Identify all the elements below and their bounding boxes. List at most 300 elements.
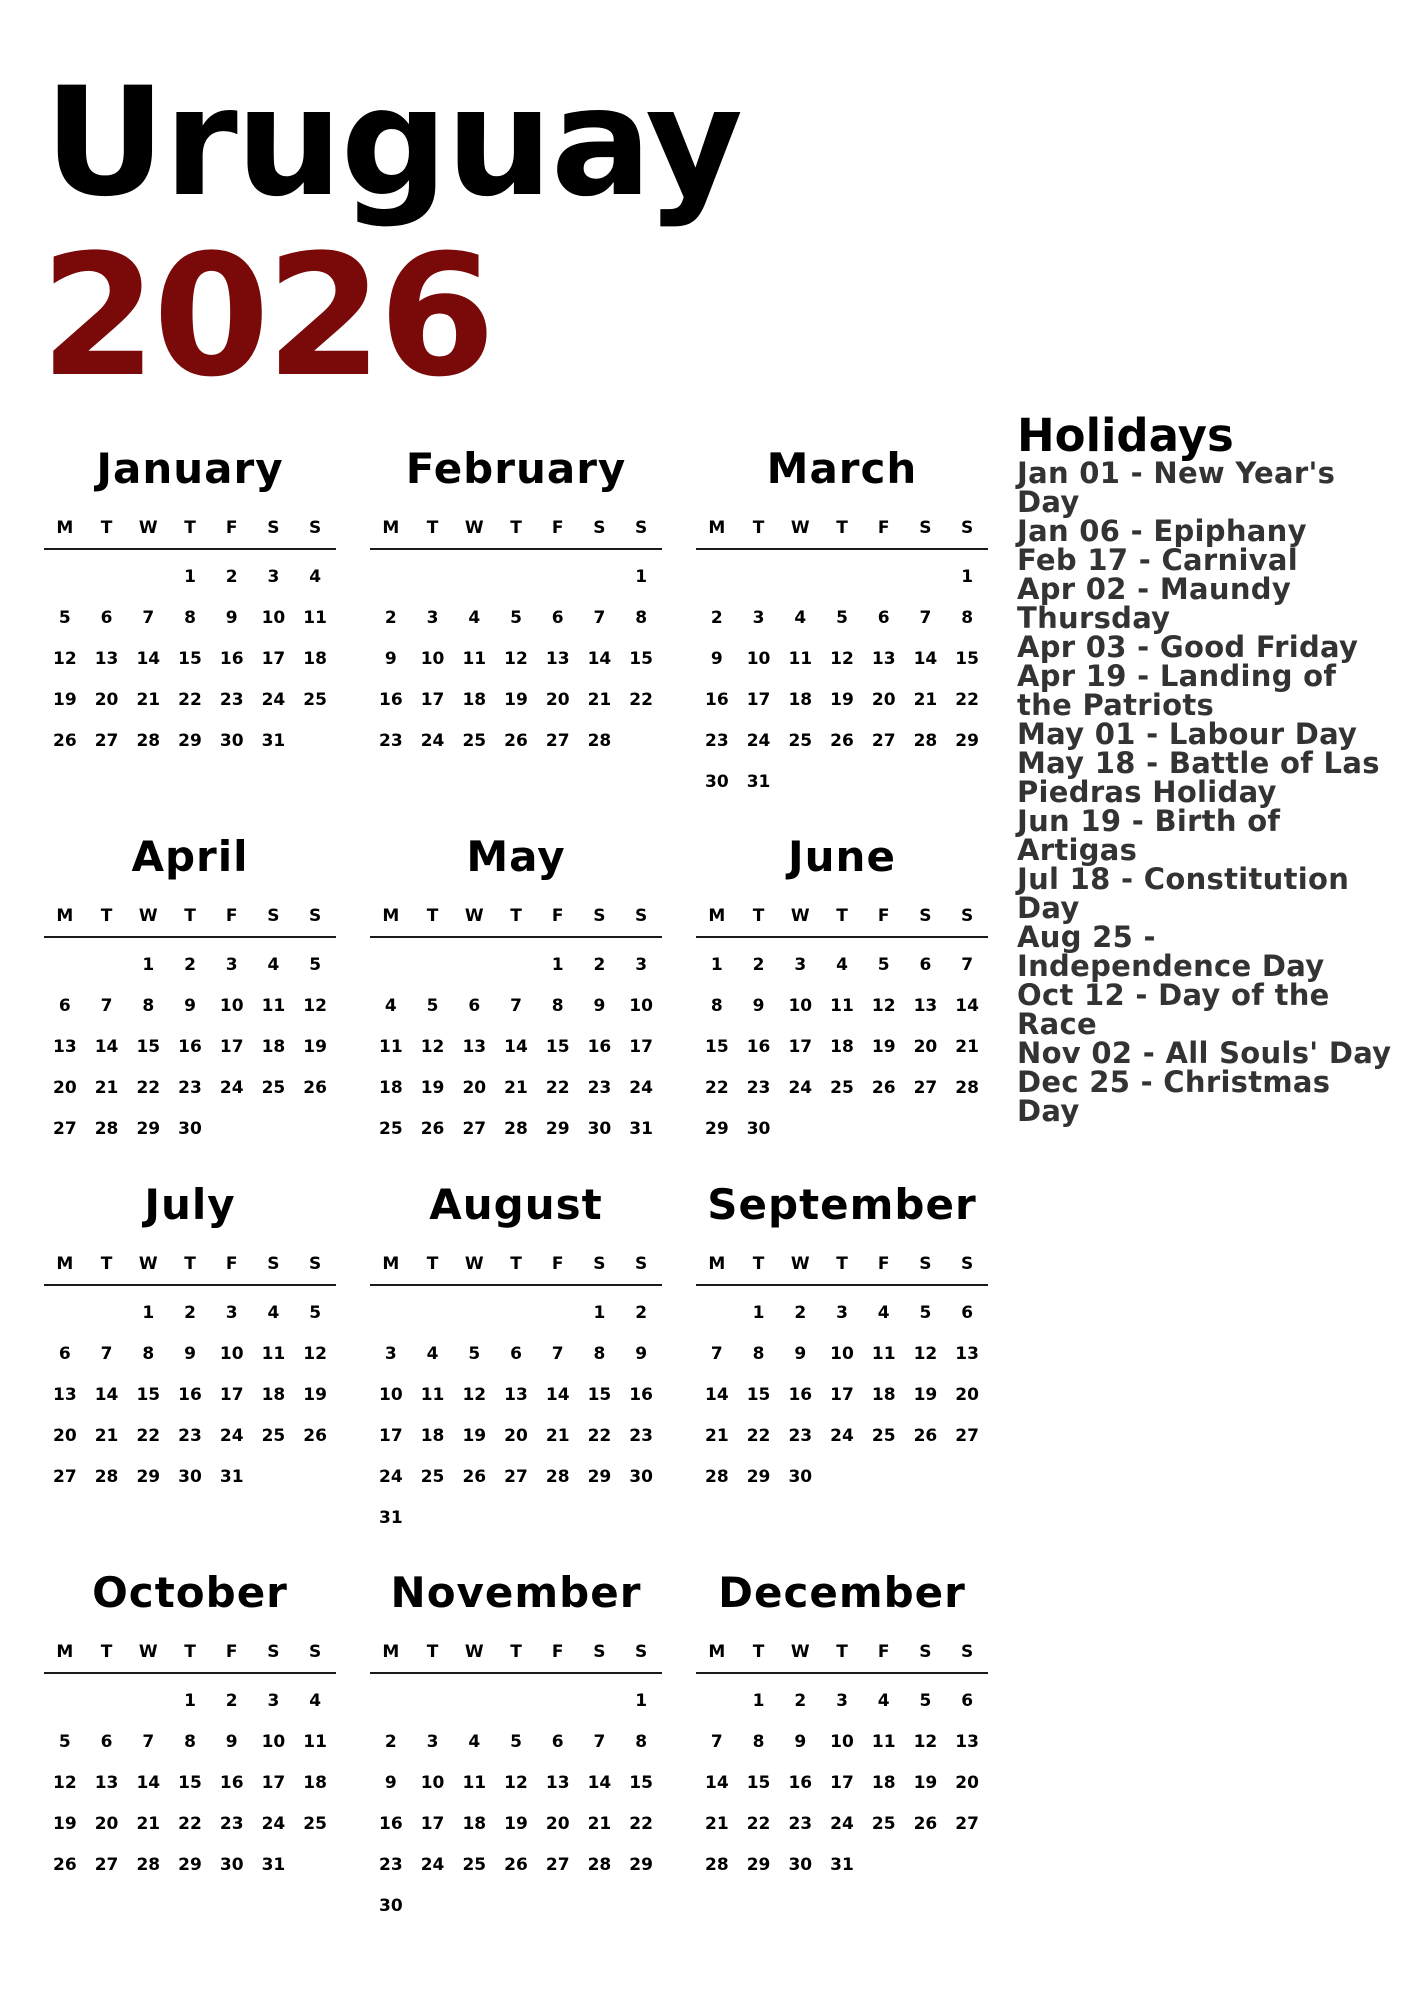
weekday-header: S [309, 906, 322, 926]
day-cell: 26 [830, 730, 854, 751]
weekday-header: T [426, 906, 439, 926]
weekday-header: F [225, 1642, 238, 1662]
day-cell: 15 [629, 1772, 653, 1793]
day-cell: 27 [955, 1813, 979, 1834]
month-name: September [707, 1180, 977, 1229]
day-cell: 31 [629, 1118, 653, 1139]
month-august [370, 1180, 662, 1538]
day-cell: 10 [629, 995, 653, 1016]
day-cell: 17 [746, 689, 771, 710]
weekday-header: M [56, 1642, 74, 1662]
weekday-header: S [635, 906, 648, 926]
day-cell: 5 [468, 1343, 481, 1364]
weekday-header: T [184, 518, 196, 538]
day-cell: 29 [178, 1854, 202, 1875]
day-cell: 22 [746, 1813, 771, 1834]
month-january [44, 444, 336, 761]
weekday-header: S [593, 1642, 606, 1662]
day-cell: 10 [830, 1731, 854, 1752]
weekday-header: S [635, 1254, 648, 1274]
weekday-header: M [382, 1642, 400, 1662]
day-cell: 31 [261, 730, 286, 751]
day-cell: 10 [261, 607, 286, 628]
weekday-header: T [426, 518, 439, 538]
day-cell: 30 [629, 1466, 653, 1487]
day-cell: 5 [426, 995, 439, 1016]
day-cell: 5 [919, 1302, 932, 1323]
weekday-header: T [100, 518, 113, 538]
day-cell: 7 [710, 1731, 723, 1752]
weekday-header: F [877, 906, 890, 926]
day-cell: 20 [462, 1077, 487, 1098]
weekday-header: T [510, 1254, 522, 1274]
day-cell: 25 [871, 1813, 896, 1834]
day-cell: 19 [53, 1813, 77, 1834]
day-cell: 8 [961, 607, 974, 628]
day-cell: 7 [593, 1731, 606, 1752]
day-cell: 19 [420, 1077, 445, 1098]
day-cell: 2 [710, 607, 723, 628]
day-cell: 13 [871, 648, 896, 669]
weekday-header: T [510, 1642, 522, 1662]
day-cell: 18 [788, 689, 813, 710]
weekday-header: S [961, 518, 974, 538]
day-cell: 26 [462, 1466, 487, 1487]
day-cell: 26 [53, 1854, 77, 1875]
day-cell: 5 [58, 1731, 71, 1752]
day-cell: 14 [705, 1384, 729, 1405]
day-cell: 1 [142, 954, 155, 975]
day-cell: 7 [551, 1343, 564, 1364]
day-cell: 25 [871, 1425, 896, 1446]
day-cell: 14 [94, 1384, 119, 1405]
day-cell: 22 [746, 1425, 771, 1446]
day-cell: 17 [219, 1384, 244, 1405]
day-cell: 11 [462, 1772, 487, 1793]
day-cell: 19 [303, 1384, 327, 1405]
weekday-header: S [309, 518, 322, 538]
weekday-header-row [44, 896, 336, 938]
day-cell: 9 [184, 995, 196, 1016]
weekday-header: M [56, 906, 74, 926]
day-cell: 29 [136, 1118, 161, 1139]
day-cell: 24 [219, 1077, 244, 1098]
weekday-header: F [551, 1642, 564, 1662]
weekday-header: S [267, 518, 280, 538]
day-cell: 31 [261, 1854, 286, 1875]
day-cell: 12 [303, 1343, 327, 1364]
day-cell: 8 [184, 607, 196, 628]
day-cell: 28 [913, 730, 938, 751]
day-cell: 20 [53, 1077, 77, 1098]
day-cell: 7 [919, 607, 932, 628]
day-cell: 5 [309, 1302, 322, 1323]
day-cell: 11 [261, 1343, 286, 1364]
holiday-item: Apr 03 - Good Friday [1017, 630, 1359, 665]
month-name: October [92, 1568, 288, 1617]
day-cell: 29 [746, 1466, 771, 1487]
day-cell: 15 [746, 1384, 771, 1405]
day-cell: 17 [261, 1772, 286, 1793]
day-cell: 6 [468, 995, 481, 1016]
day-cell: 19 [504, 1813, 528, 1834]
day-cell: 16 [788, 1772, 813, 1793]
day-cell: 25 [379, 1118, 403, 1139]
day-cell: 10 [788, 995, 813, 1016]
month-name: March [766, 444, 918, 493]
day-cell: 20 [871, 689, 896, 710]
day-cell: 4 [267, 954, 280, 975]
day-cell: 30 [788, 1854, 813, 1875]
day-cell: 24 [788, 1077, 813, 1098]
day-cell: 21 [705, 1425, 729, 1446]
weekday-header: W [790, 906, 810, 926]
day-cell: 7 [142, 607, 155, 628]
day-cell: 11 [462, 648, 487, 669]
day-cell: 28 [955, 1077, 979, 1098]
day-cell: 25 [420, 1466, 445, 1487]
day-cell: 10 [746, 648, 771, 669]
day-grid [696, 938, 988, 1149]
day-cell: 28 [587, 1854, 612, 1875]
day-cell: 24 [219, 1425, 244, 1446]
day-cell: 8 [710, 995, 723, 1016]
month-july [44, 1180, 336, 1497]
weekday-header: S [919, 518, 932, 538]
day-cell: 9 [184, 1343, 196, 1364]
weekday-header: S [961, 1642, 974, 1662]
day-cell: 12 [504, 648, 528, 669]
day-cell: 28 [504, 1118, 528, 1139]
day-cell: 10 [219, 995, 244, 1016]
day-cell: 29 [629, 1854, 653, 1875]
day-cell: 31 [746, 771, 771, 792]
day-cell: 28 [705, 1466, 729, 1487]
day-cell: 3 [426, 607, 439, 628]
day-cell: 7 [100, 995, 113, 1016]
day-cell: 9 [710, 648, 723, 669]
day-cell: 29 [955, 730, 979, 751]
day-cell: 29 [178, 730, 202, 751]
day-cell: 12 [53, 648, 77, 669]
day-cell: 27 [53, 1466, 77, 1487]
day-cell: 23 [587, 1077, 612, 1098]
day-cell: 24 [746, 730, 771, 751]
weekday-header: M [382, 906, 400, 926]
day-cell: 28 [94, 1118, 119, 1139]
day-cell: 3 [794, 954, 807, 975]
day-cell: 14 [136, 1772, 161, 1793]
day-cell: 16 [219, 648, 244, 669]
weekday-header: S [309, 1254, 322, 1274]
day-cell: 24 [420, 1854, 445, 1875]
day-cell: 13 [462, 1036, 487, 1057]
weekday-header: T [100, 1254, 113, 1274]
weekday-header: W [138, 906, 158, 926]
day-cell: 16 [788, 1384, 813, 1405]
day-cell: 27 [871, 730, 896, 751]
day-cell: 18 [420, 1425, 445, 1446]
day-cell: 22 [178, 689, 202, 710]
day-cell: 4 [267, 1302, 280, 1323]
day-cell: 26 [53, 730, 77, 751]
day-grid [44, 550, 336, 761]
day-cell: 4 [877, 1690, 890, 1711]
month-march [696, 444, 988, 802]
month-name: February [405, 444, 627, 493]
day-cell: 21 [136, 1813, 161, 1834]
holiday-item: Apr 19 - Landing of the Patriots [1017, 659, 1337, 723]
weekday-header: S [919, 906, 932, 926]
day-cell: 30 [587, 1118, 612, 1139]
day-cell: 2 [794, 1690, 807, 1711]
day-cell: 16 [178, 1036, 202, 1057]
day-cell: 28 [705, 1854, 729, 1875]
day-cell: 30 [219, 1854, 244, 1875]
day-cell: 18 [261, 1036, 286, 1057]
day-cell: 6 [877, 607, 890, 628]
day-cell: 8 [551, 995, 564, 1016]
weekday-header: S [961, 906, 974, 926]
day-cell: 1 [635, 566, 648, 587]
month-name: December [718, 1568, 966, 1617]
holiday-item: Aug 25 - Independence Day [1017, 920, 1325, 984]
weekday-header: T [184, 1642, 196, 1662]
day-cell: 21 [955, 1036, 979, 1057]
day-cell: 15 [629, 648, 653, 669]
weekday-header: T [836, 1642, 848, 1662]
day-cell: 16 [219, 1772, 244, 1793]
weekday-header-row [696, 1244, 988, 1286]
weekday-header-row [370, 1632, 662, 1674]
day-cell: 21 [504, 1077, 528, 1098]
day-cell: 8 [184, 1731, 196, 1752]
weekday-header: M [708, 906, 726, 926]
month-name: June [788, 832, 896, 881]
month-name: May [466, 832, 566, 881]
day-cell: 3 [225, 954, 238, 975]
weekday-header: S [961, 1254, 974, 1274]
weekday-header: S [593, 518, 606, 538]
day-cell: 6 [58, 995, 71, 1016]
day-cell: 21 [913, 689, 938, 710]
weekday-header-row [370, 1244, 662, 1286]
day-cell: 26 [504, 730, 528, 751]
day-cell: 18 [830, 1036, 854, 1057]
day-cell: 7 [142, 1731, 155, 1752]
day-cell: 31 [830, 1854, 854, 1875]
day-cell: 28 [545, 1466, 570, 1487]
weekday-header-row [44, 1244, 336, 1286]
weekday-header: M [708, 1642, 726, 1662]
weekday-header: T [510, 518, 522, 538]
day-cell: 18 [462, 689, 487, 710]
day-cell: 31 [379, 1507, 403, 1528]
day-cell: 9 [635, 1343, 648, 1364]
day-grid [370, 938, 662, 1149]
weekday-header: W [464, 1254, 484, 1274]
day-cell: 12 [303, 995, 327, 1016]
day-cell: 19 [913, 1384, 938, 1405]
weekday-header: S [593, 906, 606, 926]
day-cell: 20 [545, 1813, 570, 1834]
weekday-header-row [370, 508, 662, 550]
day-cell: 11 [420, 1384, 445, 1405]
day-cell: 14 [94, 1036, 119, 1057]
weekday-header: S [267, 1642, 280, 1662]
weekday-header: S [919, 1642, 932, 1662]
weekday-header-row [44, 508, 336, 550]
day-cell: 22 [136, 1077, 161, 1098]
day-cell: 4 [309, 1690, 322, 1711]
day-cell: 19 [462, 1425, 487, 1446]
day-cell: 30 [178, 1118, 202, 1139]
day-cell: 9 [794, 1343, 807, 1364]
day-cell: 26 [303, 1077, 327, 1098]
day-cell: 25 [261, 1425, 286, 1446]
weekday-header: T [100, 906, 113, 926]
day-cell: 29 [136, 1466, 161, 1487]
day-cell: 23 [705, 730, 729, 751]
day-cell: 8 [752, 1343, 765, 1364]
day-cell: 24 [261, 689, 286, 710]
holiday-item: Jan 06 - Epiphany [1017, 514, 1307, 549]
day-cell: 8 [142, 995, 155, 1016]
day-cell: 15 [136, 1036, 161, 1057]
day-cell: 5 [510, 1731, 522, 1752]
day-cell: 5 [510, 607, 522, 628]
day-cell: 1 [961, 566, 974, 587]
day-cell: 19 [303, 1036, 327, 1057]
day-cell: 2 [225, 1690, 238, 1711]
day-cell: 10 [830, 1343, 854, 1364]
day-cell: 15 [178, 648, 202, 669]
day-cell: 11 [871, 1343, 896, 1364]
day-cell: 10 [420, 1772, 445, 1793]
country-title: Uruguay [44, 56, 742, 230]
weekday-header: T [184, 906, 196, 926]
day-cell: 1 [593, 1302, 606, 1323]
day-cell: 20 [545, 689, 570, 710]
day-cell: 13 [545, 648, 570, 669]
day-cell: 7 [510, 995, 522, 1016]
holiday-item: May 18 - Battle of Las Piedras Holiday [1017, 746, 1380, 810]
day-cell: 11 [379, 1036, 403, 1057]
day-cell: 26 [913, 1813, 938, 1834]
day-cell: 4 [468, 607, 481, 628]
day-cell: 28 [94, 1466, 119, 1487]
day-cell: 9 [384, 648, 397, 669]
month-name: July [144, 1180, 236, 1229]
day-cell: 10 [420, 648, 445, 669]
day-cell: 23 [219, 689, 244, 710]
day-cell: 16 [587, 1036, 612, 1057]
weekday-header: T [184, 1254, 196, 1274]
weekday-header: M [708, 518, 726, 538]
day-cell: 16 [379, 1813, 403, 1834]
month-name: November [390, 1568, 642, 1617]
day-cell: 6 [919, 954, 932, 975]
weekday-header: S [635, 1642, 648, 1662]
day-cell: 30 [788, 1466, 813, 1487]
day-cell: 21 [545, 1425, 570, 1446]
day-cell: 20 [955, 1772, 979, 1793]
day-cell: 27 [462, 1118, 487, 1139]
day-cell: 18 [261, 1384, 286, 1405]
day-grid [44, 1286, 336, 1497]
day-cell: 27 [504, 1466, 528, 1487]
day-cell: 21 [705, 1813, 729, 1834]
day-cell: 18 [379, 1077, 403, 1098]
holiday-item: Jul 18 - Constitution Day [1017, 862, 1350, 926]
weekday-header: F [877, 518, 890, 538]
day-cell: 13 [53, 1036, 77, 1057]
day-cell: 12 [871, 995, 896, 1016]
day-cell: 13 [504, 1384, 528, 1405]
weekday-header-row [696, 1632, 988, 1674]
day-cell: 6 [100, 607, 113, 628]
day-cell: 1 [752, 1690, 765, 1711]
day-cell: 8 [142, 1343, 155, 1364]
day-cell: 5 [309, 954, 322, 975]
day-cell: 3 [836, 1690, 848, 1711]
day-cell: 17 [261, 648, 286, 669]
holiday-item: Jan 01 - New Year's Day [1017, 456, 1336, 520]
weekday-header: T [426, 1254, 439, 1274]
day-cell: 9 [752, 995, 765, 1016]
month-april [44, 832, 336, 1149]
weekday-header: S [593, 1254, 606, 1274]
weekday-header: W [138, 1254, 158, 1274]
day-cell: 26 [913, 1425, 938, 1446]
day-cell: 12 [53, 1772, 77, 1793]
day-cell: 13 [545, 1772, 570, 1793]
day-cell: 16 [629, 1384, 653, 1405]
day-cell: 26 [303, 1425, 327, 1446]
day-cell: 13 [94, 1772, 119, 1793]
weekday-header: M [382, 518, 400, 538]
day-cell: 9 [225, 1731, 238, 1752]
day-cell: 11 [830, 995, 854, 1016]
day-cell: 17 [788, 1036, 813, 1057]
day-cell: 27 [94, 1854, 119, 1875]
day-grid [696, 1674, 988, 1885]
day-cell: 18 [303, 648, 327, 669]
day-cell: 14 [705, 1772, 729, 1793]
day-cell: 25 [462, 1854, 487, 1875]
day-cell: 4 [794, 607, 807, 628]
weekday-header: T [752, 1642, 765, 1662]
day-cell: 25 [303, 1813, 327, 1834]
day-cell: 8 [635, 1731, 648, 1752]
day-cell: 19 [53, 689, 77, 710]
month-november [370, 1568, 662, 1926]
day-cell: 25 [261, 1077, 286, 1098]
holidays-heading: Holidays [1017, 409, 1234, 462]
day-cell: 4 [877, 1302, 890, 1323]
weekday-header: T [752, 906, 765, 926]
weekday-header: F [551, 906, 564, 926]
day-cell: 22 [955, 689, 979, 710]
day-cell: 13 [955, 1343, 979, 1364]
weekday-header: F [877, 1254, 890, 1274]
weekday-header-row [696, 896, 988, 938]
day-cell: 27 [53, 1118, 77, 1139]
day-cell: 24 [261, 1813, 286, 1834]
day-cell: 6 [961, 1690, 974, 1711]
weekday-header: S [267, 1254, 280, 1274]
day-cell: 5 [836, 607, 848, 628]
